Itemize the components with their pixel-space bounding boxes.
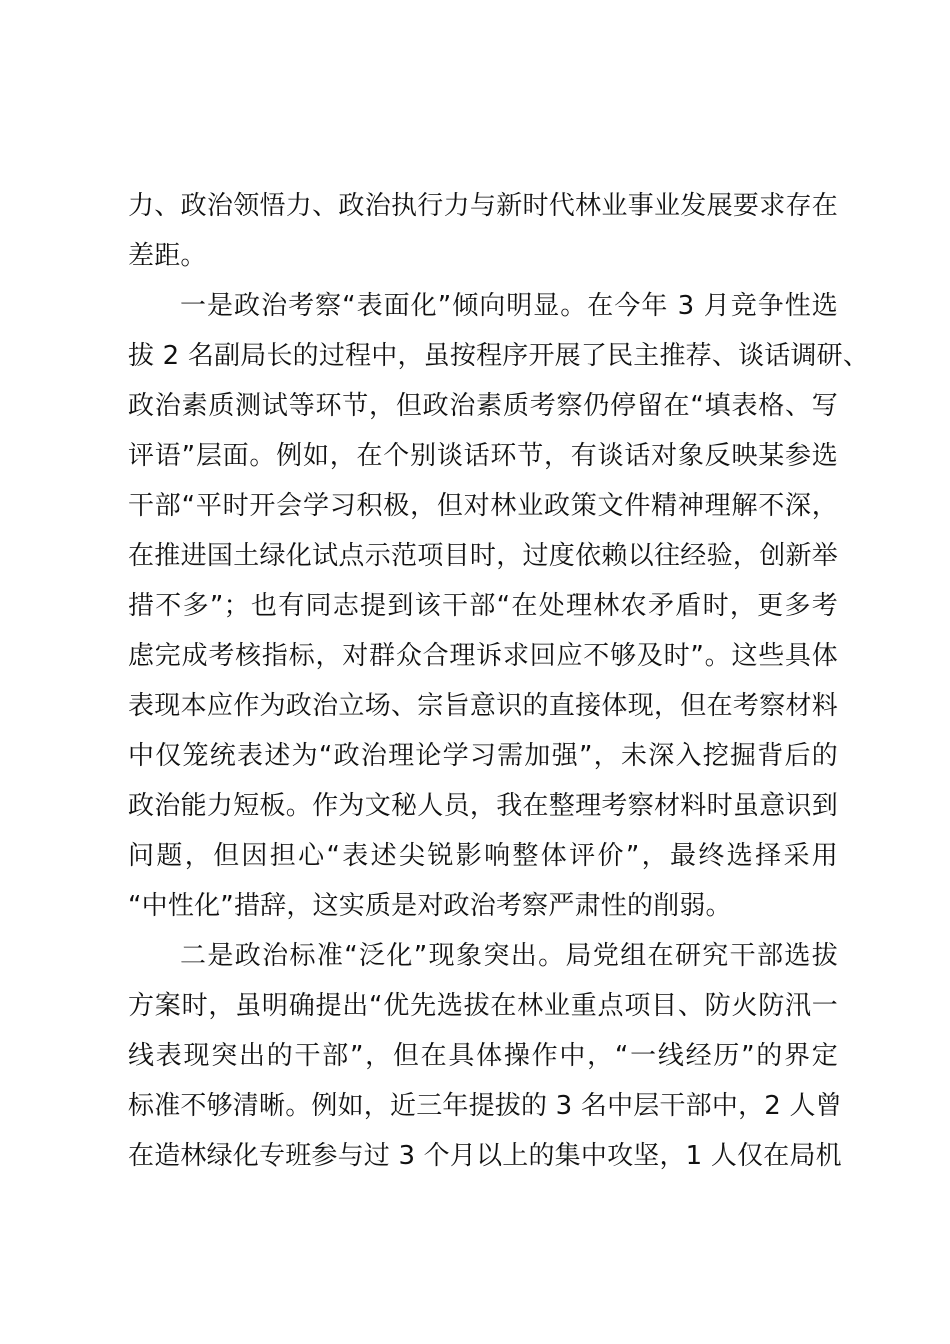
text-line: 标准不够清晰。例如，近三年提拔的 3 名中层干部中，2 人曾 — [128, 1091, 842, 1121]
text-line: 在造林绿化专班参与过 3 个月以上的集中攻坚，1 人仅在局机 — [128, 1141, 842, 1171]
text-line: 表现本应作为政治立场、宗旨意识的直接体现，但在考察材料 — [128, 691, 838, 721]
text-line: 评语”层面。例如，在个别谈话环节，有谈话对象反映某参选 — [128, 441, 838, 471]
text-line: 线表现突出的干部”，但在具体操作中，“一线经历”的界定 — [128, 1041, 838, 1071]
paragraph-start-line: 二是政治标准“泛化”现象突出。局党组在研究干部选拔 — [180, 941, 838, 971]
text-line: 拔 2 名副局长的过程中，虽按程序开展了民主推荐、谈话调研、 — [128, 341, 870, 371]
text-line: 力、政治领悟力、政治执行力与新时代林业事业发展要求存在 — [128, 191, 838, 221]
text-line: 在推进国土绿化试点示范项目时，过度依赖以往经验，创新举 — [128, 541, 838, 571]
text-line: “中性化”措辞，这实质是对政治考察严肃性的削弱。 — [128, 891, 732, 921]
text-line: 政治素质测试等环节，但政治素质考察仍停留在“填表格、写 — [128, 391, 838, 421]
text-line: 问题，但因担心“表述尖锐影响整体评价”，最终选择采用 — [128, 841, 838, 871]
paragraph-start-line: 一是政治考察“表面化”倾向明显。在今年 3 月竞争性选 — [180, 291, 838, 321]
text-line: 差距。 — [128, 241, 207, 271]
text-line: 方案时，虽明确提出“优先选拔在林业重点项目、防火防汛一 — [128, 991, 838, 1021]
text-line: 干部“平时开会学习积极，但对林业政策文件精神理解不深， — [128, 491, 838, 521]
text-line: 政治能力短板。作为文秘人员，我在整理考察材料时虽意识到 — [128, 791, 838, 821]
text-line: 措不多”；也有同志提到该干部“在处理林农矛盾时，更多考 — [128, 591, 838, 621]
text-line: 中仅笼统表述为“政治理论学习需加强”，未深入挖掘背后的 — [128, 741, 838, 771]
text-line: 虑完成考核指标，对群众合理诉求回应不够及时”。这些具体 — [128, 641, 838, 671]
